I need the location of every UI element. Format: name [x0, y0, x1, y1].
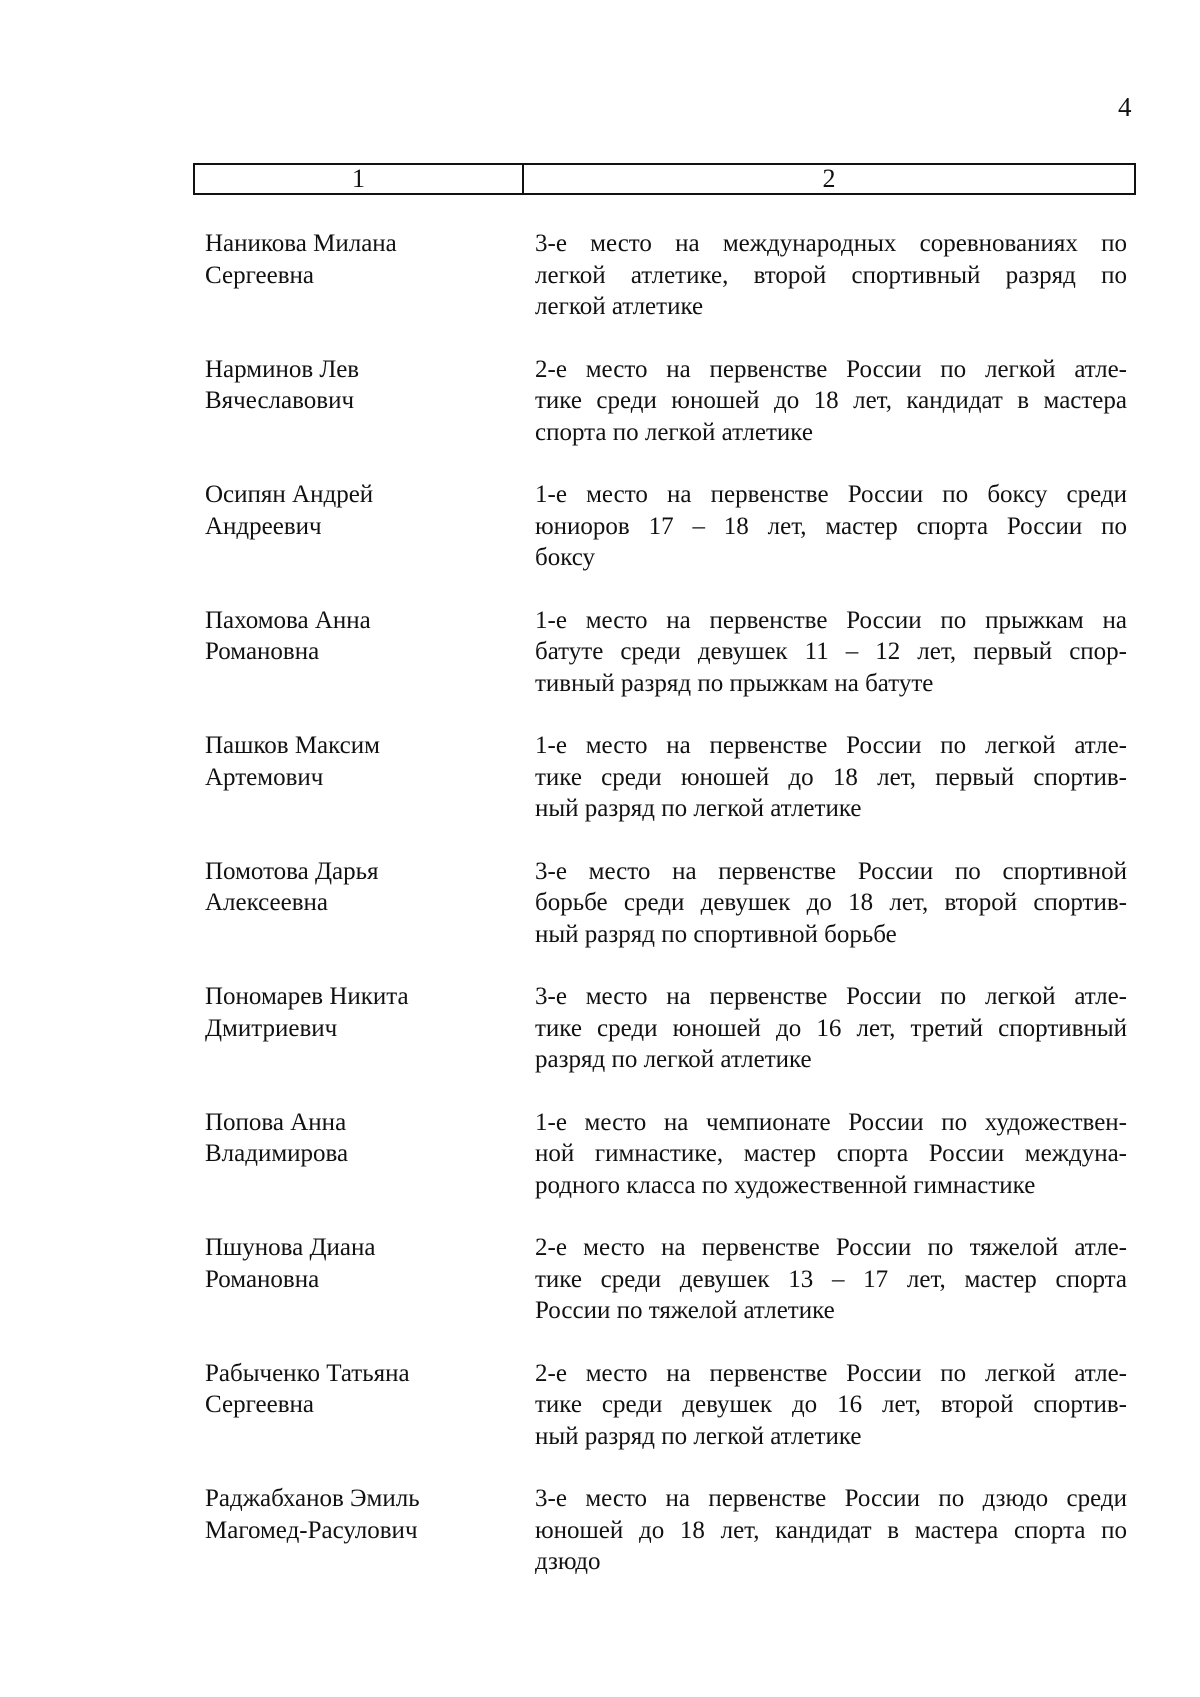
- column-number-1: 1: [195, 165, 524, 193]
- achievement-description: [535, 856, 1127, 951]
- table-row: [0, 354, 1200, 480]
- person-name-line: Пшунова Диана: [205, 1234, 376, 1261]
- person-name-line: Пономарев Никита: [205, 983, 409, 1010]
- person-name: [205, 228, 495, 291]
- achievement-line: 2-е место на первенстве России по легкой атле-: [535, 1359, 1127, 1387]
- person-name-line: Дмитриевич: [205, 1014, 338, 1042]
- person-name-line: Алексеевна: [205, 889, 329, 916]
- table-row: [0, 1358, 1200, 1484]
- achievement-line: 3-е место на первенстве России по спортивной: [535, 857, 1127, 885]
- achievement-line: борьбе среди девушек до 18 лет, второй спортив-: [535, 889, 1127, 916]
- achievement-line: 3-е место на международных соревнованиях по: [535, 230, 1127, 257]
- achievement-line: юношей до 18 лет, кандидат в мастера спорта по: [535, 1516, 1127, 1544]
- achievement-line: 3-е место на первенстве России по легкой атле-: [535, 983, 1127, 1010]
- table-row: [0, 856, 1200, 982]
- table-row: [0, 730, 1200, 856]
- person-name-line: Рабыченко Татьяна: [205, 1359, 410, 1387]
- person-name-line: Раджабханов Эмиль: [205, 1485, 420, 1512]
- person-name-line: Сергеевна: [205, 261, 314, 289]
- person-name: [205, 605, 495, 668]
- person-name: [205, 354, 495, 417]
- achievement-description: [535, 228, 1127, 323]
- achievement-description: [535, 1107, 1127, 1202]
- person-name: [205, 479, 495, 542]
- person-name: [205, 1358, 495, 1421]
- achievement-line: разряд по легкой атлетике: [535, 1046, 812, 1073]
- person-name-line: Попова Анна: [205, 1108, 347, 1136]
- achievement-line: 1-е место на первенстве России по боксу среди: [535, 481, 1127, 508]
- achievement-line: 2-е место на первенстве России по легкой атле-: [535, 355, 1127, 383]
- table-row: [0, 1107, 1200, 1233]
- person-name-line: Пашков Максим: [205, 732, 380, 759]
- achievement-line: легкой атлетике: [535, 293, 704, 320]
- person-name-line: Магомед-Расулович: [205, 1516, 418, 1544]
- person-name: [205, 981, 495, 1044]
- person-name-line: Вячеславович: [205, 387, 355, 414]
- person-name: [205, 730, 495, 793]
- column-number-2: 2: [822, 164, 836, 193]
- table-row: [0, 1232, 1200, 1358]
- person-name: [205, 1232, 495, 1295]
- achievement-description: [535, 479, 1127, 574]
- achievement-line: 2-е место на первенстве России по тяжелой атле-: [535, 1234, 1127, 1261]
- achievement-line: 3-е место на первенстве России по дзюдо среди: [535, 1485, 1127, 1512]
- achievement-line: ный разряд по легкой атлетике: [535, 795, 862, 822]
- achievement-description: [535, 730, 1127, 825]
- achievement-line: боксу: [535, 544, 596, 571]
- person-name-line: Артемович: [205, 763, 324, 791]
- achievement-line: ный разряд по спортивной борьбе: [535, 920, 897, 948]
- achievement-description: [535, 1483, 1127, 1578]
- achievement-description: [535, 1232, 1127, 1327]
- achievement-line: легкой атлетике, второй спортивный разряд по: [535, 261, 1127, 289]
- person-name: [205, 1107, 495, 1170]
- achievement-line: батуте среди девушек 11 – 12 лет, первый спор-: [535, 638, 1127, 665]
- achievement-line: тике среди юношей до 16 лет, третий спортивный: [535, 1014, 1127, 1042]
- achievement-line: тике среди юношей до 18 лет, кандидат в мастера: [535, 387, 1127, 414]
- achievement-line: 1-е место на чемпионате России по художествен-: [535, 1108, 1127, 1136]
- achievement-line: ный разряд по легкой атлетике: [535, 1422, 862, 1450]
- achievement-description: [535, 354, 1127, 449]
- achievement-description: [535, 1358, 1127, 1453]
- table-row: [0, 479, 1200, 605]
- achievement-line: 1-е место на первенстве России по легкой атле-: [535, 732, 1127, 759]
- person-name: [205, 1483, 495, 1546]
- person-name-line: Наникова Милана: [205, 230, 397, 257]
- person-name-line: Романовна: [205, 1265, 320, 1293]
- achievement-line: тивный разряд по прыжкам на батуте: [535, 669, 934, 697]
- table-row: [0, 605, 1200, 731]
- person-name: [205, 856, 495, 919]
- person-name-line: Сергеевна: [205, 1391, 314, 1418]
- achievement-line: тике среди юношей до 18 лет, первый спортив-: [535, 763, 1127, 791]
- page-number: 4: [1118, 92, 1132, 122]
- achievement-line: спорта по легкой атлетике: [535, 418, 813, 446]
- table-header: [193, 163, 1136, 195]
- achievement-description: [535, 605, 1127, 700]
- achievement-line: дзюдо: [535, 1548, 601, 1575]
- achievement-line: тике среди девушек 13 – 17 лет, мастер спорта: [535, 1265, 1127, 1293]
- person-name-line: Помотова Дарья: [205, 857, 379, 885]
- person-name-line: Осипян Андрей: [205, 481, 374, 508]
- awardee-list: [0, 228, 1200, 1609]
- achievement-line: России по тяжелой атлетике: [535, 1297, 835, 1324]
- person-name-line: Владимирова: [205, 1140, 349, 1167]
- person-name-line: Пахомова Анна: [205, 606, 371, 634]
- table-row: [0, 981, 1200, 1107]
- achievement-line: 1-е место на первенстве России по прыжкам на: [535, 606, 1127, 634]
- achievement-description: [535, 981, 1127, 1076]
- person-name-line: Романовна: [205, 638, 320, 665]
- achievement-line: родного класса по художественной гимнастике: [535, 1171, 1036, 1199]
- person-name-line: Андреевич: [205, 512, 322, 540]
- achievement-line: тике среди девушек до 16 лет, второй спортив-: [535, 1391, 1127, 1418]
- achievement-line: ной гимнастике, мастер спорта России междуна-: [535, 1140, 1127, 1167]
- person-name-line: Нарминов Лев: [205, 355, 360, 383]
- achievement-line: юниоров 17 – 18 лет, мастер спорта России по: [535, 512, 1127, 540]
- table-row: [0, 228, 1200, 354]
- table-row: [0, 1483, 1200, 1609]
